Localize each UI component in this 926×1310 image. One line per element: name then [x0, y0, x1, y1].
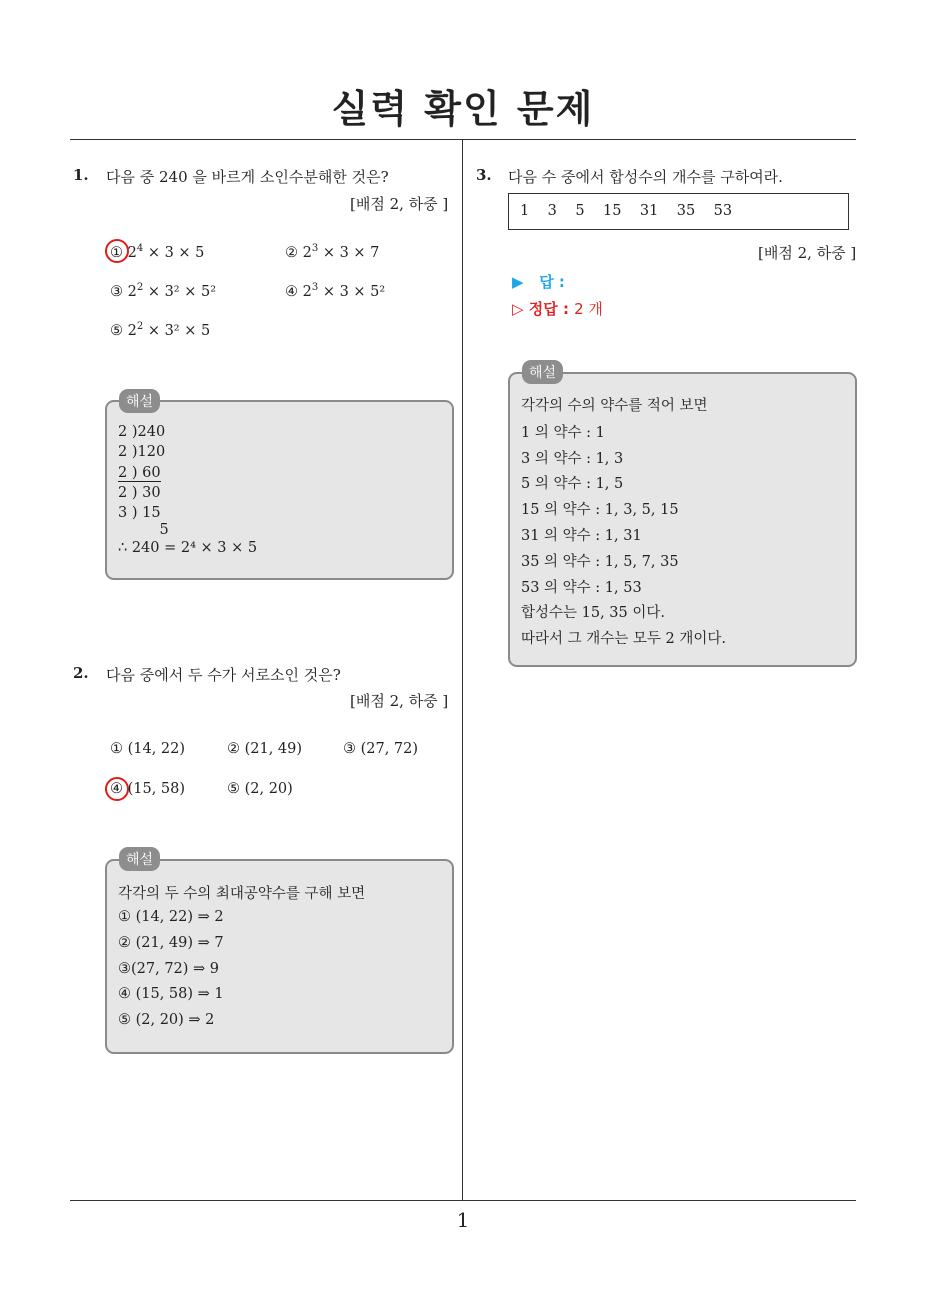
q3-number: 3. — [476, 166, 492, 184]
title-divider — [70, 139, 856, 140]
choice-rest: × 3² × 5 — [143, 322, 211, 339]
correct-label: ▷ 정답 : — [512, 300, 569, 318]
q2-choice-3[interactable]: ③ (27, 72) — [343, 741, 419, 757]
choice-mark: ⑤ — [110, 322, 123, 339]
q3-solution-line: 53 의 약수 : 1, 53 — [521, 580, 642, 596]
choice-rest: × 3 × 7 — [318, 244, 380, 261]
footer-divider — [70, 1200, 856, 1201]
choice-base: 2 — [302, 283, 312, 300]
q2-choice-1[interactable]: ① (14, 22) — [110, 741, 186, 757]
q1-choice-4[interactable] — [285, 282, 385, 300]
choice-mark: ② — [285, 244, 298, 261]
choice-exp: 2 — [136, 321, 144, 332]
choice-mark: ① — [110, 244, 123, 261]
choice-base: 2 — [127, 322, 137, 339]
page-title: 실력 확인 문제 — [331, 87, 595, 131]
q1-meta: [배점 2, 하중 ] — [350, 195, 449, 213]
q1-number: 1. — [73, 166, 89, 184]
q3-meta: [배점 2, 하중 ] — [758, 244, 857, 262]
q2-choice-5[interactable]: ⑤ (2, 20) — [227, 781, 293, 797]
q3-solution-box — [508, 372, 857, 667]
q1-solution-line: 2 ) 30 — [118, 485, 161, 501]
choice-exp: 4 — [136, 243, 144, 254]
q1-choice-5[interactable] — [110, 321, 210, 339]
choice-exp: 2 — [136, 282, 144, 293]
q1-solution-line: 2 )120 — [118, 444, 166, 460]
q2-solution-tag: 해설 — [119, 847, 160, 871]
q1-text: 다음 중 240 을 바르게 소인수분해한 것은? — [106, 168, 389, 186]
q1-solution-line: 5 — [118, 522, 169, 538]
q3-solution-line: 5 의 약수 : 1, 5 — [521, 476, 624, 492]
q2-solution-line: ③(27, 72) ⇒ 9 — [118, 961, 220, 977]
q3-solution-line: 35 의 약수 : 1, 5, 7, 35 — [521, 554, 679, 570]
choice-exp: 3 — [311, 243, 319, 254]
q2-solution-line: ② (21, 49) ⇒ 7 — [118, 935, 224, 951]
q3-text: 다음 수 중에서 합성수의 개수를 구하여라. — [508, 168, 783, 186]
q2-number: 2. — [73, 664, 89, 682]
choice-base: 2 — [127, 283, 137, 300]
q1-solution-line: 2 )240 — [118, 424, 166, 440]
choice-exp: 3 — [311, 282, 319, 293]
q3-solution-line: 각각의 수의 약수를 적어 보면 — [521, 398, 708, 414]
page-number: 1 — [456, 1208, 470, 1232]
q1-choice-3[interactable] — [110, 282, 216, 300]
q3-solution-line: 31 의 약수 : 1, 31 — [521, 528, 642, 544]
column-divider — [462, 140, 463, 1201]
choice-rest: × 3 × 5² — [318, 283, 386, 300]
q3-numbers: 1 3 5 15 31 35 53 — [520, 203, 733, 219]
choice-base: 2 — [302, 244, 312, 261]
choice-mark: ③ — [110, 283, 123, 300]
q2-solution-line: ④ (15, 58) ⇒ 1 — [118, 986, 224, 1002]
q2-choice-2[interactable]: ② (21, 49) — [227, 741, 303, 757]
q1-solution-line: 3 ) 15 — [118, 505, 161, 521]
choice-rest: × 3² × 5² — [143, 283, 217, 300]
q2-solution-line: ① (14, 22) ⇒ 2 — [118, 909, 224, 925]
q1-solution-line: 2 ) 60 — [118, 465, 161, 481]
q3-solution-line: 3 의 약수 : 1, 3 — [521, 451, 624, 467]
q2-choice-4[interactable]: ④ (15, 58) — [110, 781, 186, 797]
q3-solution-line: 따라서 그 개수는 모두 2 개이다. — [521, 631, 726, 647]
choice-rest: × 3 × 5 — [143, 244, 205, 261]
q3-solution-line: 15 의 약수 : 1, 3, 5, 15 — [521, 502, 679, 518]
q2-meta: [배점 2, 하중 ] — [350, 692, 449, 710]
q1-choice-1[interactable] — [110, 243, 204, 261]
answer-label: ▶ 답 : — [512, 273, 565, 291]
q2-solution-line: ⑤ (2, 20) ⇒ 2 — [118, 1012, 215, 1028]
q1-choice-2[interactable] — [285, 243, 379, 261]
q3-solution-line: 1 의 약수 : 1 — [521, 425, 605, 441]
q2-solution-line: 각각의 두 수의 최대공약수를 구해 보면 — [118, 886, 366, 902]
q3-solution-line: 합성수는 15, 35 이다. — [521, 605, 665, 621]
q3-solution-tag: 해설 — [522, 360, 563, 384]
choice-base: 2 — [127, 244, 137, 261]
q1-solution-line: ∴ 240 = 2⁴ × 3 × 5 — [118, 540, 258, 556]
correct-value: 2 개 — [574, 300, 603, 318]
correct-answer — [512, 298, 603, 319]
q1-solution-tag: 해설 — [119, 389, 160, 413]
choice-mark: ④ — [285, 283, 298, 300]
q2-text: 다음 중에서 두 수가 서로소인 것은? — [106, 666, 341, 684]
